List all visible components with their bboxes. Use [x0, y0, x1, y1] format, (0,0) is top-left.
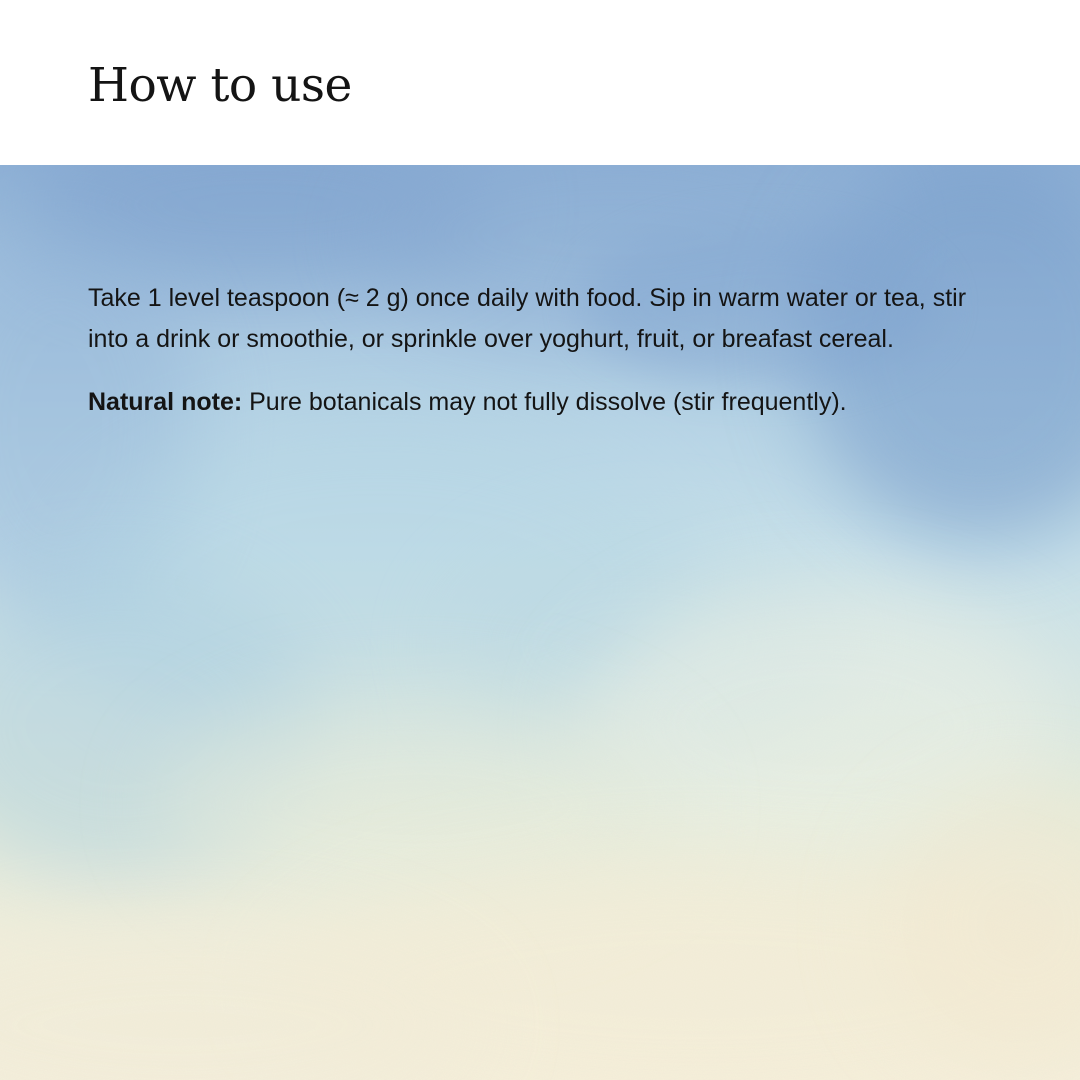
- note-label: Natural note:: [88, 388, 243, 416]
- usage-instructions: Take 1 level teaspoon (≈ 2 g) once daily with food. Sip in warm water or tea, stir into a drink or smoothie, or sprinkle over yoghurt, fruit, or breafast cereal.: [88, 284, 967, 353]
- header: [0, 0, 1080, 165]
- page-title: How to use: [88, 58, 352, 113]
- natural-note: [88, 382, 988, 423]
- usage-content: [88, 278, 988, 423]
- note-text: Pure botanicals may not fully dissolve (stir frequently).: [242, 388, 847, 416]
